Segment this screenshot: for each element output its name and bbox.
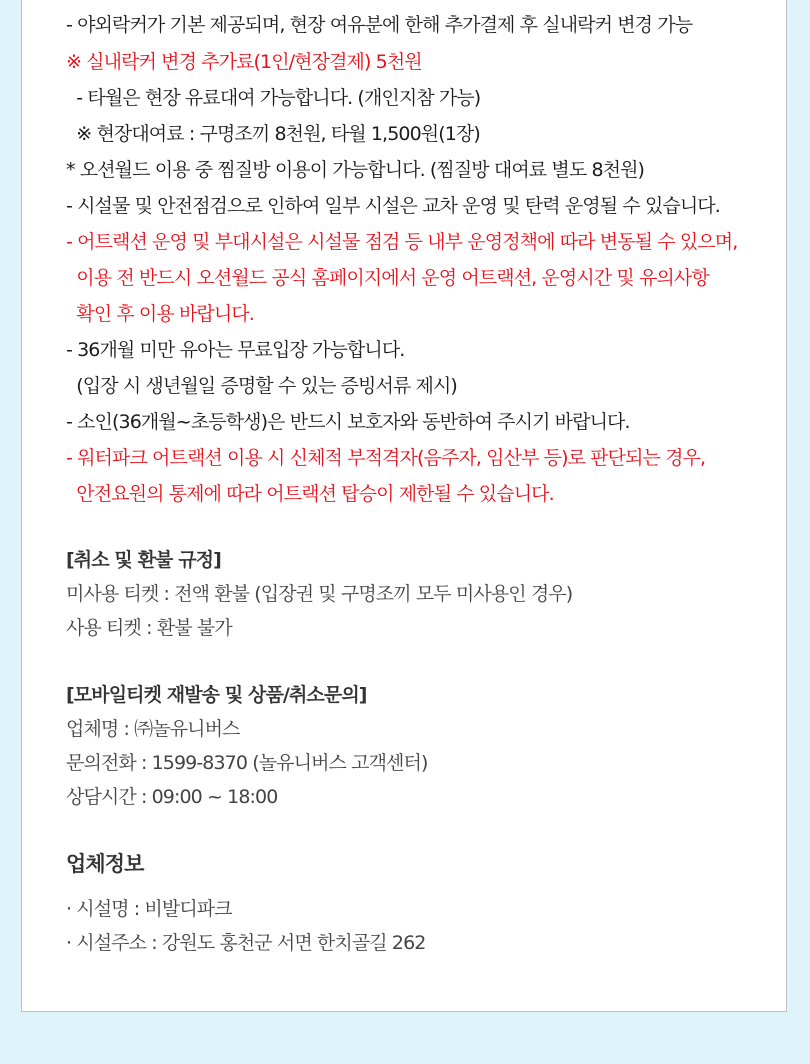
notice-line: 확인 후 이용 바랍니다. bbox=[66, 303, 254, 325]
contact-company: 업체명 : ㈜놀유니버스 bbox=[66, 718, 240, 740]
notice-line: - 타월은 현장 유료대여 가능합니다. (개인지참 가능) bbox=[66, 87, 481, 109]
notice-line: - 어트랙션 운영 및 부대시설은 시설물 점검 등 내부 운영정책에 따라 변동될 수 있으며, bbox=[66, 231, 738, 253]
notice-line: * 오션월드 이용 중 찜질방 이용이 가능합니다. (찜질방 대여료 별도 8천원) bbox=[66, 159, 645, 181]
notice-line: 이용 전 반드시 오션월드 공식 홈페이지에서 운영 어트랙션, 운영시간 및 유의사항 bbox=[66, 267, 709, 289]
notice-line: - 36개월 미만 유아는 무료입장 가능합니다. bbox=[66, 339, 405, 361]
contact-hours: 상담시간 : 09:00 ~ 18:00 bbox=[66, 786, 278, 808]
notice-line: - 시설물 및 안전점검으로 인하여 일부 시설은 교차 운영 및 탄력 운영될 수 있습니다. bbox=[66, 195, 720, 217]
notice-line: - 워터파크 어트랙션 이용 시 신체적 부적격자(음주자, 임산부 등)로 판단되는 경우, bbox=[66, 447, 706, 469]
contact-heading: [모바일티켓 재발송 및 상품/취소문의] bbox=[66, 684, 367, 706]
refund-heading: [취소 및 환불 규정] bbox=[66, 549, 221, 571]
business-title: 업체정보 bbox=[66, 852, 144, 876]
refund-line: 미사용 티켓 : 전액 환불 (입장권 및 구명조끼 모두 미사용인 경우) bbox=[66, 583, 573, 605]
notice-line: ※ 현장대여료 : 구명조끼 8천원, 타월 1,500원(1장) bbox=[66, 123, 480, 145]
notice-line: ※ 실내락커 변경 추가료(1인/현장결제) 5천원 bbox=[66, 51, 422, 73]
notice-line: (입장 시 생년월일 증명할 수 있는 증빙서류 제시) bbox=[66, 375, 457, 397]
notice-line: - 소인(36개월~초등학생)은 반드시 보호자와 동반하여 주시기 바랍니다. bbox=[66, 411, 630, 433]
business-facility: · 시설명 : 비발디파크 bbox=[66, 898, 232, 920]
business-address: · 시설주소 : 강원도 홍천군 서면 한치골길 262 bbox=[66, 932, 426, 954]
info-card bbox=[21, 0, 787, 1012]
notice-line: - 야외락커가 기본 제공되며, 현장 여유분에 한해 추가결제 후 실내락커 변경 가능 bbox=[66, 14, 693, 36]
notice-line: 안전요원의 통제에 따라 어트랙션 탑승이 제한될 수 있습니다. bbox=[66, 483, 554, 505]
refund-line: 사용 티켓 : 환불 불가 bbox=[66, 617, 232, 639]
contact-phone: 문의전화 : 1599-8370 (놀유니버스 고객센터) bbox=[66, 752, 428, 774]
